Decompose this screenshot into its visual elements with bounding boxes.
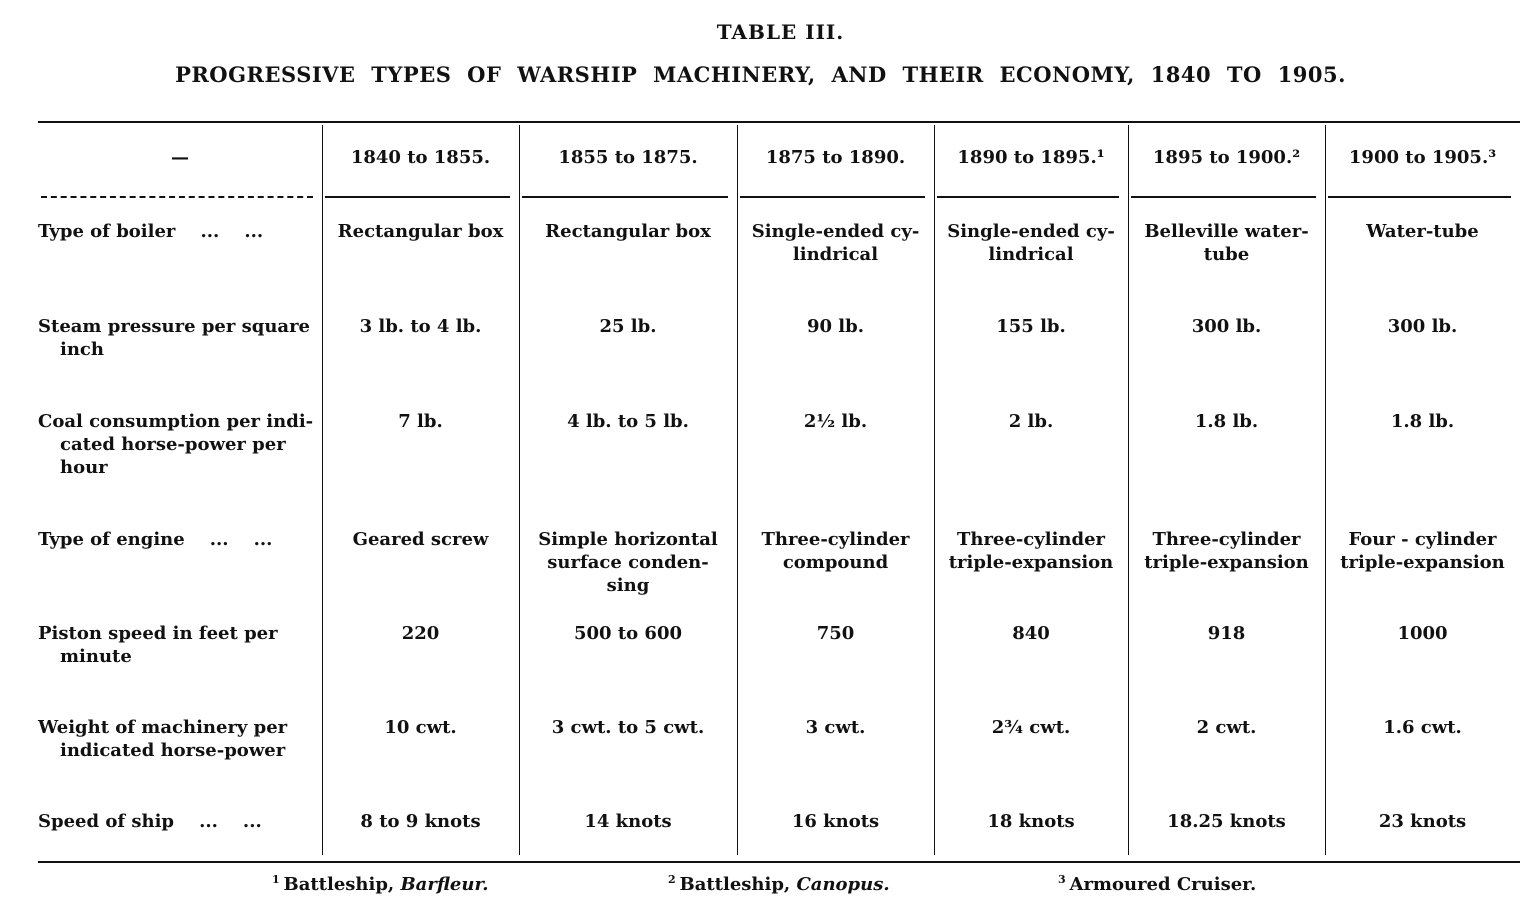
table-cell: 750 [816, 623, 855, 644]
column-divider [737, 125, 738, 855]
column-divider [1325, 125, 1326, 855]
table-subtitle: PROGRESSIVE TYPES OF WARSHIP MACHINERY, AND THEIR ECONOMY, 1840 TO 1905. [175, 62, 1346, 87]
header-underline [1328, 196, 1511, 198]
table-cell: Three-cylinder triple-expansion [948, 529, 1114, 573]
row-label: Steam pressure per square inch [38, 316, 311, 360]
header-underline [325, 196, 510, 198]
table-cell: 3 cwt. [805, 717, 866, 738]
table-cell: 500 to 600 [574, 623, 682, 644]
table-cell: 18.25 knots [1167, 811, 1286, 832]
column-header: 1855 to 1875. [558, 147, 698, 168]
table-cell: Rectangular box [337, 221, 504, 242]
table-cell: 2½ lb. [803, 411, 868, 432]
table-cell: Water-tube [1366, 221, 1479, 242]
column-divider [322, 125, 323, 855]
table-cell: 7 lb. [398, 411, 443, 432]
table-cell: Belleville water- tube [1144, 221, 1309, 265]
table-cell: 300 lb. [1387, 316, 1458, 337]
column-divider [519, 125, 520, 855]
table-cell: 300 lb. [1191, 316, 1262, 337]
table-cell: Three-cylinder triple-expansion [1144, 529, 1309, 573]
table-cell: 90 lb. [806, 316, 864, 337]
table-cell: 220 [401, 623, 440, 644]
table-cell: 840 [1012, 623, 1050, 644]
table-cell: 23 knots [1378, 811, 1467, 832]
row-label: Speed of ship ... ... [38, 811, 262, 832]
row-label: Type of boiler ... ... [38, 221, 264, 242]
table-cell: 3 cwt. to 5 cwt. [551, 717, 705, 738]
row-label: Weight of machinery per indicated horse-power [38, 717, 288, 761]
row-label: Coal consumption per indi- cated horse-power per hour [38, 411, 314, 478]
header-underline [937, 196, 1119, 198]
footnote: $^2$ Battleship, Canopus. [668, 873, 890, 895]
bottom-rule [38, 861, 1520, 863]
table-cell: 4 lb. to 5 lb. [567, 411, 689, 432]
table-cell: 1.8 lb. [1390, 411, 1455, 432]
table-cell: Four - cylinder triple-expansion [1340, 529, 1505, 573]
column-header: 1840 to 1855. [350, 147, 491, 168]
table-cell: Three-cylinder compound [761, 529, 910, 573]
header-underline [740, 196, 925, 198]
table-cell: 155 lb. [996, 316, 1066, 337]
table-cell: 1.8 lb. [1194, 411, 1259, 432]
table-cell: Geared screw [352, 529, 489, 550]
table-cell: 918 [1207, 623, 1246, 644]
column-divider [1128, 125, 1129, 855]
footnote: $^3$ Armoured Cruiser. [1058, 873, 1257, 895]
footnote: $^1$ Battleship, Barfleur. [272, 873, 489, 895]
table-cell: 16 knots [791, 811, 880, 832]
table-cell: 2 cwt. [1196, 717, 1257, 738]
table-cell: 1000 [1397, 623, 1448, 644]
column-header: 1900 to 1905.³ [1348, 147, 1497, 168]
table-cell: 3 lb. to 4 lb. [359, 316, 482, 337]
table-cell: Single-ended cy- lindrical [947, 221, 1115, 265]
table-cell: 14 knots [584, 811, 672, 832]
row-label: Type of engine ... ... [38, 529, 273, 550]
header-underline [1131, 196, 1316, 198]
header-underline [41, 196, 313, 198]
table-title: TABLE III. [716, 20, 845, 44]
table-cell: 2¾ cwt. [991, 717, 1071, 738]
table-cell: 10 cwt. [384, 717, 457, 738]
header-underline [522, 196, 728, 198]
column-header: — [171, 147, 189, 168]
table-cell: Rectangular box [545, 221, 711, 242]
row-label: Piston speed in feet per minute [38, 623, 278, 667]
top-rule [38, 121, 1520, 123]
table-cell: 8 to 9 knots [360, 811, 481, 832]
table-cell: 1.6 cwt. [1383, 717, 1462, 738]
table-cell: Single-ended cy- lindrical [751, 221, 920, 265]
column-header: 1890 to 1895.¹ [957, 147, 1105, 168]
table-cell: 25 lb. [599, 316, 657, 337]
table-cell: 2 lb. [1008, 411, 1054, 432]
table-cell: Simple horizontal surface conden- sing [538, 529, 718, 596]
column-divider [934, 125, 935, 855]
column-header: 1895 to 1900.² [1152, 147, 1301, 168]
table-cell: 18 knots [987, 811, 1075, 832]
column-header: 1875 to 1890. [765, 147, 906, 168]
